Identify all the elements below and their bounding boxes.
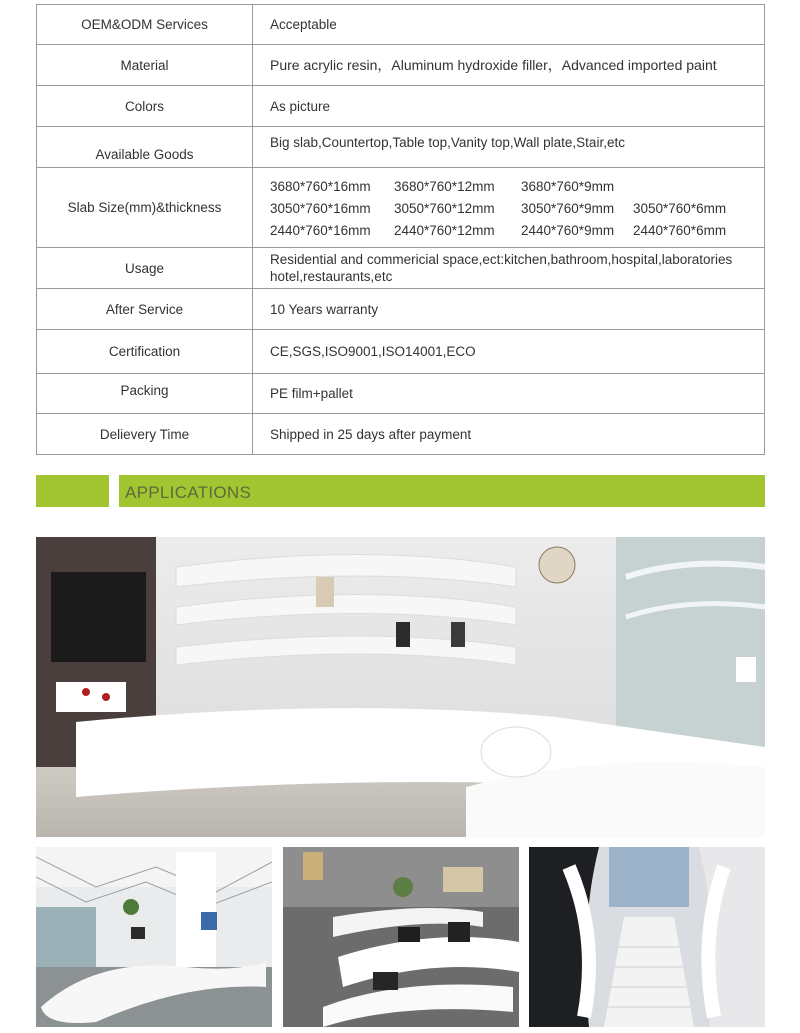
spec-key: Packing [37,374,253,414]
spec-row [37,330,765,374]
spec-row [37,414,765,455]
slab-size-value: 3680*760*12mm [394,179,495,194]
banner-title-block [119,475,765,507]
spec-key: Certification [37,330,253,374]
spec-value: PE film+pallet [253,374,765,414]
applications-title: APPLICATIONS [125,483,252,502]
banner-accent-block [36,475,109,507]
spec-table [36,4,765,455]
slab-size-cell [253,168,765,248]
slab-size-value: 2440*760*6mm [633,223,727,238]
spec-value: CE,SGS,ISO9001,ISO14001,ECO [253,330,765,374]
spec-key: Colors [37,86,253,127]
applications-banner [36,475,765,507]
spec-key: Delievery Time [37,414,253,455]
spec-row [37,127,765,168]
spec-value: Residential and commericial space,ect:kitchen,bathroom,hospital,laboratories hotel,restaurants,etc [253,248,765,289]
spec-value: Shipped in 25 days after payment [253,414,765,455]
spec-row [37,289,765,330]
spec-row [37,374,765,414]
slab-size-value: 2440*760*9mm [521,223,615,238]
spec-value: Big slab,Countertop,Table top,Vanity top,Wall plate,Stair,etc [253,127,765,168]
exhibition-desks-photo [283,847,519,1027]
spec-key: Slab Size(mm)&thickness [37,168,253,248]
spec-key: OEM&ODM Services [37,5,253,45]
slab-size-value: 3050*760*12mm [394,201,495,216]
spec-row [37,45,765,86]
spec-value: Acceptable [253,5,765,45]
slab-size-value: 3050*760*6mm [633,201,727,216]
slab-size-value [633,178,743,195]
spec-key: Usage [37,248,253,289]
spec-row [37,168,765,248]
spec-row [37,86,765,127]
slab-size-value: 3680*760*16mm [270,179,371,194]
spec-value: As picture [253,86,765,127]
spec-key: After Service [37,289,253,330]
slab-size-value: 2440*760*16mm [270,223,371,238]
showroom-counter-photo [36,847,272,1027]
office-desk-photo [36,537,765,837]
spec-key: Available Goods [37,127,253,168]
spec-row [37,5,765,45]
spec-row [37,248,765,289]
spec-value: Pure acrylic resin，Aluminum hydroxide filler，Advanced imported paint [253,45,765,86]
spec-value: 10 Years warranty [253,289,765,330]
slab-size-value: 3680*760*9mm [521,179,615,194]
slab-size-value: 3050*760*9mm [521,201,615,216]
spec-key: Material [37,45,253,86]
slab-size-grid [270,178,754,239]
atrium-staircase-photo [529,847,765,1027]
slab-size-value: 3050*760*16mm [270,201,371,216]
slab-size-value: 2440*760*12mm [394,223,495,238]
